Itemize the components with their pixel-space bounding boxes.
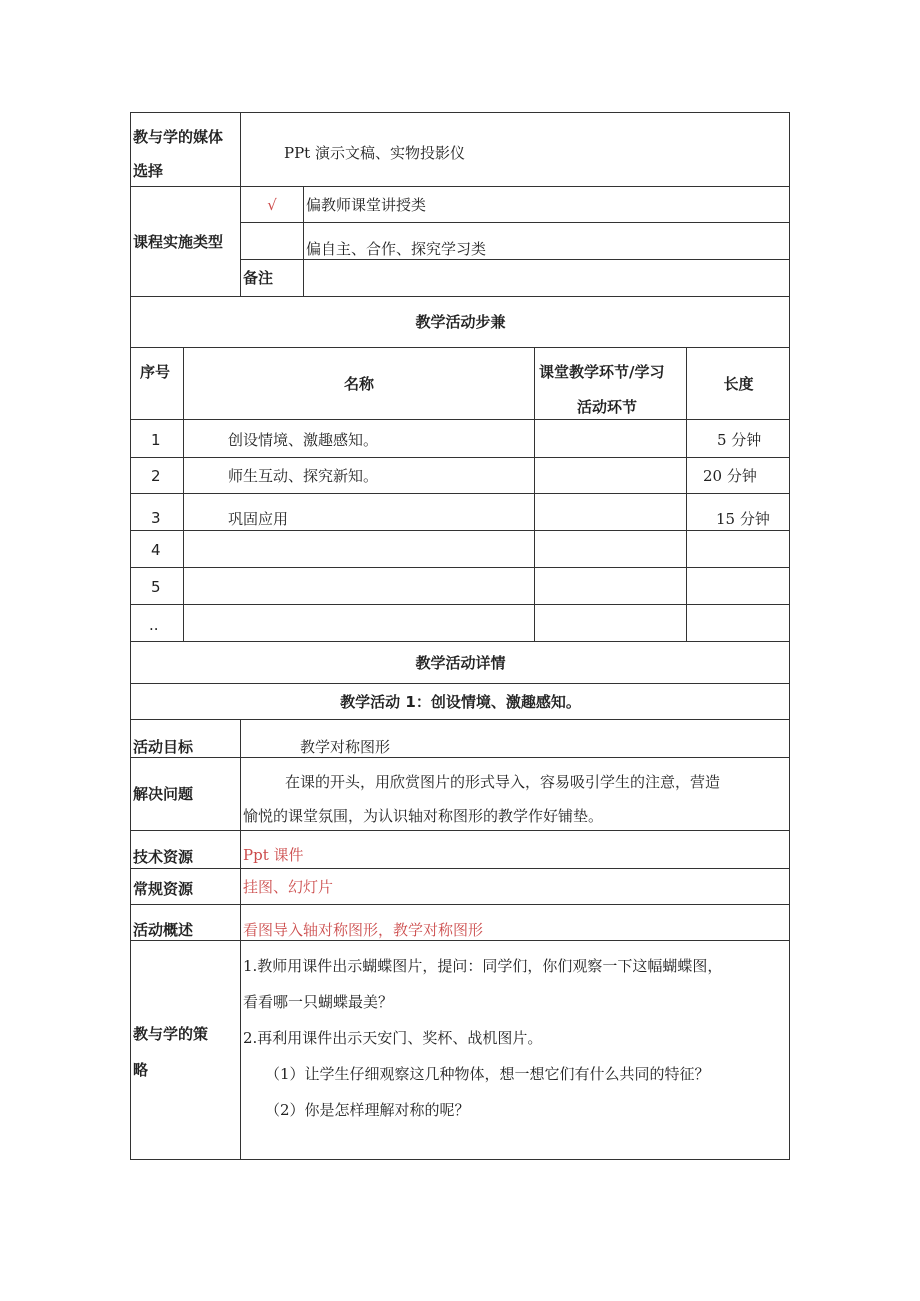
row-name: 巩固应用	[228, 510, 289, 528]
table-row-4-length	[686, 530, 790, 567]
overview-label: 活动概述	[133, 921, 194, 939]
course-type-label-cell	[130, 186, 240, 296]
overview-value: 看图导入轴对称图形，教学对称图形	[243, 921, 484, 939]
header-link-line1: 课堂教学环节/学习	[539, 363, 665, 381]
media-value: PPt 演示文稿、实物投影仪	[284, 144, 465, 162]
row-no: 1	[151, 431, 161, 449]
table-row-5-name	[183, 567, 534, 604]
activity-title-cell	[130, 683, 790, 719]
row-length: 15 分钟	[716, 510, 770, 528]
table-row-2-name	[183, 457, 534, 493]
header-name: 名称	[343, 374, 374, 393]
tech-label-cell	[130, 830, 240, 868]
regular-label-cell	[130, 868, 240, 904]
media-label-line2: 选择	[133, 162, 164, 180]
course-type-label: 课程实施类型	[133, 232, 224, 251]
strategy-label-cell	[130, 940, 240, 1160]
steps-title-cell	[130, 296, 790, 347]
table-row-3-name	[183, 493, 534, 530]
tech-value-cell	[240, 830, 790, 868]
remark-label-cell	[240, 259, 303, 296]
table-row-4-link	[534, 530, 686, 567]
table-row-1-name	[183, 419, 534, 457]
course-type-check-cell-2[interactable]	[240, 222, 303, 259]
regular-value: 挂图、幻灯片	[243, 878, 334, 896]
problem-value-cell	[240, 757, 790, 830]
media-label-line1: 教与学的媒体	[133, 128, 224, 146]
remark-value-cell	[303, 259, 790, 296]
header-no: 序号	[140, 363, 171, 381]
table-row-4-no	[130, 530, 183, 567]
table-row-5-no	[130, 567, 183, 604]
problem-line-1: 在课的开头，用欣赏图片的形式导入，容易吸引学生的注意，营造	[285, 773, 721, 791]
header-no-cell	[130, 347, 183, 419]
tech-value: Ppt 课件	[243, 846, 304, 864]
header-name-cell	[183, 347, 534, 419]
table-row-2-no	[130, 457, 183, 493]
remark-label: 备注	[243, 269, 274, 287]
problem-label: 解决问题	[133, 785, 194, 803]
row-length: 20 分钟	[703, 467, 757, 485]
row-length: 5 分钟	[717, 431, 762, 449]
header-link-cell	[534, 347, 686, 419]
header-link-line2: 活动环节	[577, 398, 638, 416]
goal-value-cell	[240, 719, 790, 757]
problem-label-cell	[130, 757, 240, 830]
header-length-cell	[686, 347, 790, 419]
details-title: 教学活动详情	[415, 653, 506, 672]
row-no: 2	[151, 467, 161, 485]
course-type-option-2-text: 偏自主、合作、探究学习类	[306, 240, 487, 258]
problem-line-2: 愉悦的课堂氛围，为认识轴对称图形的教学作好铺垫。	[243, 807, 604, 825]
table-row-6-link	[534, 604, 686, 641]
table-row-6-length	[686, 604, 790, 641]
regular-value-cell	[240, 868, 790, 904]
course-type-option-1-text: 偏教师课堂讲授类	[306, 195, 427, 214]
strategy-line-4: （1）让学生仔细观察这几种物体，想一想它们有什么共同的特征？	[265, 1065, 710, 1083]
steps-title: 教学活动步兼	[415, 313, 506, 331]
strategy-line-5: （2）你是怎样理解对称的呢？	[265, 1101, 470, 1119]
regular-label: 常规资源	[133, 880, 194, 898]
table-row-3-length	[686, 493, 790, 530]
tech-label: 技术资源	[133, 848, 194, 866]
row-no: 4	[151, 541, 161, 559]
overview-label-cell	[130, 904, 240, 940]
strategy-line-1: 1.教师用课件出示蝴蝶图片，提问：同学们，你们观察一下这幅蝴蝶图，	[243, 957, 723, 975]
row-no: 5	[151, 578, 161, 596]
table-row-1-length	[686, 419, 790, 457]
media-value-cell	[240, 112, 790, 186]
details-title-cell	[130, 641, 790, 683]
strategy-line-2: 看看哪一只蝴蝶最美？	[243, 993, 394, 1011]
row-name: 师生互动、探究新知。	[228, 467, 379, 485]
course-type-check-cell-1[interactable]	[240, 186, 303, 222]
row-no: ..	[149, 616, 159, 634]
row-no: 3	[151, 509, 161, 527]
media-label-cell	[130, 112, 240, 186]
table-row-2-link	[534, 457, 686, 493]
goal-label-cell	[130, 719, 240, 757]
table-row-5-length	[686, 567, 790, 604]
row-name: 创设情境、激趣感知。	[228, 431, 379, 449]
header-length: 长度	[723, 374, 754, 393]
table-row-6-name	[183, 604, 534, 641]
table-row-3-link	[534, 493, 686, 530]
table-row-1-link	[534, 419, 686, 457]
activity-title: 教学活动 1：创设情境、激趣感知。	[340, 692, 581, 711]
course-type-option-1	[303, 186, 790, 222]
strategy-line-3: 2.再利用课件出示天安门、奖杯、战机图片。	[243, 1029, 543, 1047]
goal-value: 教学对称图形	[300, 738, 391, 756]
goal-label: 活动目标	[133, 738, 194, 756]
table-row-1-no	[130, 419, 183, 457]
strategy-value-cell	[240, 940, 790, 1160]
overview-value-cell	[240, 904, 790, 940]
strategy-label-line2: 略	[133, 1061, 149, 1079]
table-row-6-no	[130, 604, 183, 641]
table-row-2-length	[686, 457, 790, 493]
course-type-option-2	[303, 222, 790, 259]
table-row-4-name	[183, 530, 534, 567]
checkmark-icon: √	[267, 195, 277, 214]
table-row-3-no	[130, 493, 183, 530]
strategy-label-line1: 教与学的策	[133, 1025, 209, 1043]
table-row-5-link	[534, 567, 686, 604]
